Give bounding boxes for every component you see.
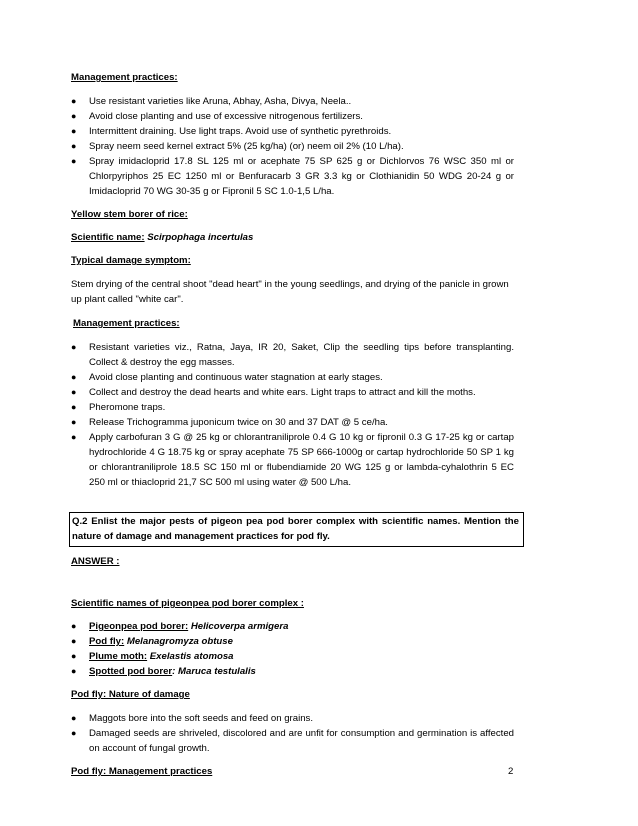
pest-name: Plume moth: [89,651,148,662]
answer-label: ANSWER : [71,556,120,567]
list-item: ● Maggots bore into the soft seeds and feed on grains. [71,711,514,726]
bullet-list [71,94,514,199]
list-item: ● Collect and destroy the dead hearts and white ears. Light traps to attract and kill the moths. [71,385,514,400]
list-item [71,649,514,664]
list-item: ● Avoid close planting and use of excessive nitrogenous fertilizers. [71,109,514,124]
question-box: Q.2 Enlist the major pests of pigeon pea pod borer complex with scientific names. Mention the nature of damage and management practices for pod fly. [69,512,524,547]
bullet-list [71,711,514,756]
list-item: ● Release Trichogramma juponicum twice on 30 and 37 DAT @ 5 ce/ha. [71,415,514,430]
list-item [71,664,514,679]
scientific-name-line [71,230,514,245]
list-item: ● Intermittent draining. Use light traps. Avoid use of synthetic pyrethroids. [71,124,514,139]
damage-text: Stem drying of the central shoot "dead heart" in the young seedlings, and drying of the panicle in grown up plant called "white car". [71,279,509,305]
section-heading: Pod fly: Management practices [71,766,213,777]
list-item: ● Use resistant varieties like Aruna, Abhay, Asha, Divya, Neela.. [71,94,514,109]
section-heading: Management practices: [71,72,178,83]
pest-scientific-name: : Maruca testulalis [172,666,256,677]
section-heading: Yellow stem borer of rice: [71,209,188,220]
list-item [71,634,514,649]
pest-scientific-name: Helicoverpa armigera [190,621,289,632]
scientific-name-label: Scientific name: [71,232,145,243]
section-heading: Scientific names of pigeonpea pod borer complex : [71,598,304,609]
list-item: ● Apply carbofuran 3 G @ 25 kg or chlorantraniliprole 0.4 G 10 kg or fipronil 0.3 G 17-25 kg or cartap hydrochloride 4 G 18.75 kg or spray acephate 75 SP 666-1000g or cartap hydrochloride 50 SP 1 kg or chlorantraniliprole 18.5 SC 150 ml or flubendiamide 20 WG 125 g or lambda-cyhalothrin 5 EC 250 ml or thiacloprid 21,7 SC 500 ml using water @ 500 L/ha. [71,430,514,490]
list-item: ● Resistant varieties viz., Ratna, Jaya, IR 20, Saket, Clip the seedling tips before transplanting. Collect & destroy the egg masses. [71,340,514,370]
page-content [71,70,519,779]
section-heading: Pod fly: Nature of damage [71,689,190,700]
pest-scientific-name: Melanagromyza obtuse [126,636,233,647]
pest-name: Pod fly: [89,636,125,647]
list-item: ● Pheromone traps. [71,400,514,415]
bullet-list [71,340,514,490]
section-heading: Management practices: [73,318,180,329]
list-item [71,619,514,634]
pest-name: Spotted pod borer [89,666,173,677]
damage-heading: Typical damage symptom: [71,255,191,266]
page-number: 2 [508,766,514,777]
scientific-name-value: Scirpophaga incertulas [147,232,254,243]
list-item: ● Spray neem seed kernel extract 5% (25 kg/ha) (or) neem oil 2% (10 L/ha). [71,139,514,154]
list-item: ● Spray imidacloprid 17.8 SL 125 ml or acephate 75 SP 625 g or Dichlorvos 76 WSC 350 ml or Chlorpyriphos 25 EC 1250 ml or Benfuracarb 3 GR 3.3 kg or Clothianidin 50 WDG 20-24 g or Imidacloprid 70 WG 30-35 g or Fipronil 5 SC 1.0-1,5 L/ha. [71,154,514,199]
list-item: ● Damaged seeds are shriveled, discolored and are unfit for consumption and germination is affected on account of fungal growth. [71,726,514,756]
list-item: ● Avoid close planting and continuous water stagnation at early stages. [71,370,514,385]
pest-list [71,619,514,679]
pest-name: Pigeonpea pod borer: [89,621,189,632]
pest-scientific-name: Exelastis atomosa [149,651,234,662]
